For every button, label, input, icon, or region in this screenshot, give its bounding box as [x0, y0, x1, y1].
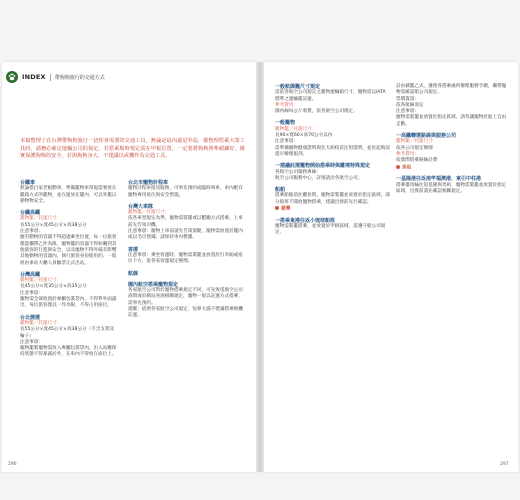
section-heading: 一搭乘東港往返小琉球船班 [275, 217, 336, 224]
body-text: 注意事項： [20, 229, 43, 235]
body-text: 注意事項： [20, 339, 43, 345]
page-number-left: 296 [8, 462, 17, 467]
field-label: 籠物籠／托運尺寸： [275, 126, 317, 132]
body-text: 注意事項：乘坐客運時，寵物需裝籠並放置於行李廂或座位下方，依各家客運規定辦理。 [128, 252, 243, 265]
intro-paragraph: 本篇整理了在台灣帶狗狗旅行一切你會需要的交通工具，無論是島內還是外島，都整理搭乘大眾工具時，請務必確定運輸公司的規定，若搭乘船時規定需在甲板位置，一定要將狗狗照牽緒鍊好，確實保護狗狗的安全，若與狗狗身大，不建議以戒機作為交通工具。 [20, 138, 245, 160]
body-text: 寵物計程車接送服務，可事先預約或臨時叫車，車內配有寵物專用座位與安全措施。 [128, 186, 243, 198]
section-heading: 航線 [128, 270, 139, 277]
body-text: 長90×寬60×高70公分以內 [275, 133, 333, 139]
field-label: 參考費用： [396, 151, 419, 157]
body-text: 需依各航空公司規定之籠物運輸箱尺寸，寵物需以IATA標準之運輸籠託運。 [275, 90, 386, 102]
region-heading: 臺灣 [275, 206, 390, 213]
section-heading: 國內航空搭乘寵物規定 [128, 281, 179, 288]
right-column-2 [396, 84, 508, 195]
body-text: 長55公分×寬45公分×高38公分 [20, 222, 87, 228]
section-heading: 客運 [128, 246, 139, 253]
section-heading: 一建議託運籠物開始搭乘時與離境特殊規定 [275, 163, 371, 170]
field-label: 籠物籠／托運尺寸： [20, 320, 62, 326]
body-text: 寵有動物的容器不得超過乘坐位置，每一位旅客僅能攜帶乙件為限，寵物籠的容器不得妨礙到其他旅客的行進與安全，以及寵物不得外漏有影響其他動物的容器內，執行旅客身份使用的，一般經由車站大廳人員驗票正式出站。 [20, 235, 117, 266]
body-text: 搭乘臺馬輪往返基隆與馬祖，寵物需裝籠並放置於指定區域，出發前請先確認相關規定。 [396, 182, 507, 194]
section-heading: 台北捷運 [20, 314, 41, 321]
body-text: 無論搭目家老板動事，準備籠物車常規需要放在籠箱方式的籠物，並在運放在籠內，可以外籠以動物物安全。 [20, 186, 117, 204]
section-heading: 一高鐵轉運路線與服務公司 [396, 133, 457, 140]
section-heading: 台灣高鐵 [20, 271, 41, 278]
body-text: 各航空公司服務專線： [275, 169, 321, 175]
region-heading: 馬祖 [396, 165, 508, 172]
field-label: 籠物籠／托運尺寸： [128, 210, 170, 216]
field-label: 籠物籠／托運尺寸： [20, 216, 62, 222]
field-label: 籠物籠／托運尺寸： [396, 139, 438, 145]
book-gutter [256, 62, 264, 472]
body-text: 寵物需裝籠搭乘，並放置於甲板區域，需遵守船公司規定。 [275, 224, 386, 236]
section-heading: 一般航線籠尺寸規定 [275, 84, 321, 90]
body-text: 國內線每公斤收費，依各航空公司規定。 [275, 109, 358, 115]
body-text: 寵物籠裝寵物需放入專屬包裝袋內，出入站應保持狀態不得暴露於外，在車內不得放在座位上。 [20, 346, 117, 358]
body-text: 依各航線而定 [396, 102, 424, 108]
field-label: 籠物籠／托運尺寸： [20, 278, 62, 284]
body-text: 長45公分×寬35公分×高35公分 [20, 284, 87, 290]
index-label: INDEX [22, 73, 46, 81]
field-label: 參考費用： [275, 102, 298, 108]
section-heading: 台灣大車隊 [128, 203, 154, 210]
left-column-1 [20, 180, 118, 359]
bullet-icon [396, 165, 400, 169]
page-number-right: 297 [500, 462, 509, 467]
body-text: 依各公司規定辦理 [396, 145, 433, 151]
body-text: 寵物需全部放置於專屬包裝袋內，不得對外面露出，每位旅客僅以一件為限，不得占用座位。 [20, 297, 117, 309]
section-heading: 船舶 [275, 187, 286, 194]
body-text: 依實際搭乘路線計費 [396, 158, 438, 164]
paw-print-icon [6, 71, 18, 83]
body-text: 依各車型規定為準，寵物需裝籠或以繫繩方式搭乘，上車前先告知司機。 [128, 216, 243, 228]
body-text: 提醒：依照各家航空公司規定，短鼻犬貓不建議搭乘飛機託運。 [128, 307, 243, 319]
section-heading: 台北市寵物計程車 [128, 180, 169, 186]
page-header [6, 70, 105, 84]
left-column-2 [128, 180, 243, 320]
body-text: 搭乘船舶前往離島時，寵物需裝籠並放置於指定區域，部分船班不開放寵物搭乘，建議出發前先行確認。 [275, 193, 390, 205]
right-column-1 [275, 84, 390, 237]
header-subtitle: 帶狗狗旅行的交通方式 [54, 74, 105, 81]
body-text: 需準備寵物健康證明與狂犬病疫苗注射證明，並於起飛前提早辦理報到。 [275, 145, 390, 157]
section-heading: 台鐵車 [20, 180, 36, 186]
body-text: 長55公分×寬45公分×高38公分（不含支架及輪子） [20, 327, 115, 339]
section-heading: 台鐵高鐵 [20, 210, 41, 217]
body-text: 注意事項： [396, 109, 419, 115]
body-text: 航空公司服務中心，詳情請洽各航空公司。 [275, 175, 363, 181]
body-text: 注意事項：寵物上車前請先告知駕駛，寵物需放置於籠內或以毛巾墊鋪，請保持車內整潔。 [128, 229, 243, 241]
body-text: 票價資訊： [396, 96, 419, 102]
bullet-icon [275, 206, 279, 210]
body-text: 注意事項： [275, 139, 298, 145]
body-text: 寵物需裝籠並放置於指定區域，請勿讓寵物於船上自由走動。 [396, 115, 507, 127]
body-text: 各家航空公司對於寵物搭乘規定不同，可先致電航空公司詢問或於網站查詢相關規定，寵物一般以託運方式搭乘，需事先預約。 [128, 288, 243, 306]
header-divider [50, 74, 51, 81]
section-heading: 一般籠物 [275, 120, 296, 127]
body-text: 注意事項： [20, 290, 43, 296]
body-text: 詩由載籠乙式，遵照各搭乘處所辦理服務手續，攜帶寵物需確認船公司規定。 [396, 84, 507, 96]
section-heading: 一基隆港往返南竿福澳港、東引中柱港 [396, 176, 482, 183]
